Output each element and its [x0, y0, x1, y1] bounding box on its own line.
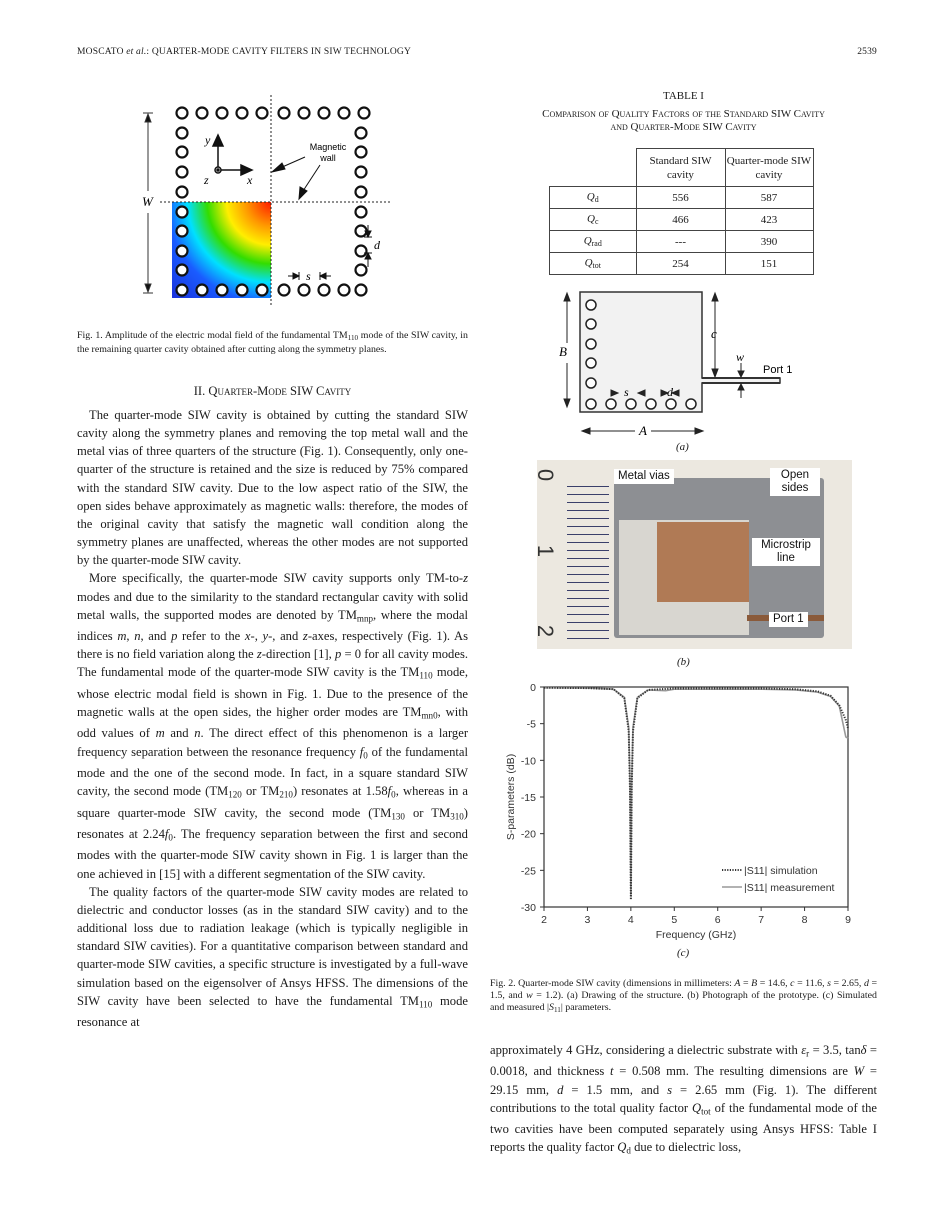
x-tick-label: 8 — [801, 914, 808, 926]
y-tick-label: -20 — [520, 828, 536, 841]
math-symbol: f — [359, 744, 364, 759]
ruler-2: 2 — [533, 624, 559, 638]
via — [237, 108, 248, 119]
subscript: 120 — [228, 789, 242, 800]
via — [666, 399, 676, 409]
math-symbol: s — [827, 978, 831, 989]
label-open-sides: Open sides — [770, 468, 820, 496]
text-run: = 3.5, tan — [809, 1043, 861, 1057]
text-run: mode, whose electric modal field is shown in Fig. 1. Due to the presence of the magnetic walls at the open sides, the higher order modes are TM — [77, 665, 468, 720]
via — [197, 285, 208, 296]
fig1-caption — [77, 330, 468, 356]
header-title: : QUARTER-MODE CAVITY FILTERS IN SIW TECHNOLOGY — [146, 47, 412, 57]
math-symbol: n — [134, 629, 141, 644]
x-tick-label: 5 — [671, 914, 678, 926]
via — [177, 226, 188, 237]
math-symbol: m — [155, 726, 165, 741]
x-tick-label: 2 — [541, 914, 547, 926]
left-column-body — [77, 406, 468, 1031]
label-c: c — [711, 326, 717, 341]
via — [586, 399, 596, 409]
via — [586, 339, 596, 349]
via — [319, 285, 330, 296]
via — [177, 265, 188, 276]
text-run: or TM — [241, 784, 280, 799]
via — [339, 108, 350, 119]
via — [217, 108, 228, 119]
text-run: = 2.65, — [830, 978, 864, 989]
math-symbol: y — [262, 629, 269, 644]
text-run: The quarter-mode SIW cavity is obtained by cutting the standard SIW cavity along the symmetry planes and removing the top metal wall and the metal vias of three quarters of the structure (Fig. 1). Consequently, only one-quarter of the structure is retained and the size is reduced by 75% compared with the standard SIW cavity. Due to the low aspect ratio of the SIW, the open sides behave approximately as magnetic walls: therefore, the modes of the original cavity that satisfy the magnetic wall condition along the symmetry planes are unaffected, whereas the other modes are not supported by the quarter-mode SIW cavity. — [77, 408, 468, 568]
label-W: W — [142, 194, 153, 209]
text-run: = 2.65 mm (Fig. 1). The different contributions to the total quality factor — [490, 1082, 878, 1115]
text-run: -direction [1], — [261, 647, 335, 662]
via — [177, 187, 188, 198]
text-run: and — [164, 726, 195, 741]
table-caption — [490, 108, 877, 134]
table-row: $Q_{tot}$ 254 151 — [550, 253, 814, 275]
header-etal: et al. — [126, 47, 147, 57]
via — [177, 167, 188, 178]
via — [177, 246, 188, 257]
math-symbol: S — [549, 1002, 554, 1014]
label-x: x — [247, 173, 253, 187]
text-run: -axes, respectively (Fig. 1). As there is no field variation along the — [77, 629, 468, 662]
text-run: = — [740, 978, 752, 989]
subscript: 210 — [279, 789, 293, 800]
via — [177, 147, 188, 158]
x-tick-label: 4 — [627, 914, 634, 926]
x-tick-label: 7 — [758, 914, 765, 926]
math-symbol: Q — [692, 1100, 702, 1115]
subscript: tot — [701, 1106, 711, 1116]
subscript: r — [806, 1048, 810, 1059]
math-symbol: ε — [801, 1043, 807, 1057]
y-tick-label: -30 — [520, 902, 536, 914]
text-run: = 1.2). (a) Drawing of the structure. (b) Photograph of the prototype. (c) Simulated and measured | — [490, 990, 877, 1014]
magnetic-wall-arrows — [272, 157, 320, 199]
y-axis-label: S-parameters (dB) — [505, 753, 517, 841]
table-caption-line1: Comparison of Quality Factors of the Standard SIW Cavity — [542, 108, 825, 120]
text-run: refer to the — [177, 629, 245, 644]
header-authors: MOSCATO — [77, 47, 127, 57]
via — [177, 108, 188, 119]
axes-icon — [213, 135, 252, 175]
label-metal-vias: Metal vias — [614, 469, 674, 484]
text-run: = 29.15 mm, — [490, 1064, 877, 1097]
x-axis-label: Frequency (GHz) — [655, 929, 737, 941]
text-run: | parameters. — [560, 1002, 612, 1014]
text-run: or TM — [404, 805, 451, 820]
text-run: mode of the SIW cavity, in the remaining quarter cavity obtained after cutting along the symmetry planes. — [77, 330, 468, 355]
via — [177, 207, 188, 218]
math-symbol: z — [302, 629, 308, 644]
via — [606, 399, 616, 409]
fig2a-drawing — [555, 288, 815, 438]
math-symbol: c — [790, 978, 795, 989]
y-tick-label: -25 — [520, 865, 536, 878]
right-column-body — [490, 1041, 877, 1160]
math-symbol: d — [863, 978, 869, 989]
text-run: . The direct effect of this phenomenon is a larger frequency separation between the resonance frequency — [77, 726, 469, 759]
via — [356, 128, 367, 139]
subscript: 130 — [391, 810, 405, 821]
text-run: = 0 for all cavity modes. The fundamental mode of the quarter-mode SIW cavity is the TM — [77, 647, 468, 680]
text-run: , — [126, 629, 135, 644]
fig2-caption — [490, 978, 877, 1016]
via — [257, 108, 268, 119]
via — [356, 265, 367, 276]
text-run: . The frequency separation between the first and second modes with the quarter-mode SIW cavity shown in Fig. 1 is larger than the one achieved in [15] with a different segmentation of the SIW cavity. — [77, 827, 468, 881]
x-tick-label: 9 — [845, 914, 851, 926]
ruler-ticks — [567, 480, 609, 640]
quality-factor-table — [549, 148, 814, 275]
via — [646, 399, 656, 409]
subscript: 0 — [168, 832, 173, 843]
via — [299, 108, 310, 119]
text-run: = 0.0018, and thickness — [490, 1043, 877, 1079]
paragraph — [77, 883, 468, 1032]
via — [356, 207, 367, 218]
label-A: A — [639, 423, 647, 438]
subfig-c-label: (c) — [677, 947, 690, 959]
section-title: Quarter-Mode SIW Cavity — [208, 384, 352, 398]
math-symbol: t — [610, 1064, 614, 1079]
label-port1: Port 1 — [763, 364, 793, 376]
table-row: $Q_d$ 556 587 — [550, 187, 814, 209]
math-symbol: f — [164, 827, 169, 842]
fig2b-photo — [533, 460, 852, 649]
via — [237, 285, 248, 296]
label-w: w — [736, 350, 745, 364]
subfig-b-label: (b) — [677, 656, 690, 668]
via — [279, 108, 290, 119]
via — [686, 399, 696, 409]
label-microstrip-line: Microstrip line — [752, 538, 820, 566]
paragraph — [77, 406, 468, 569]
label-magnetic-wall-2: wall — [320, 153, 336, 163]
text-run: -, and — [268, 629, 303, 644]
text-run: of the fundamental mode and the one of the second mode. In fact, in a square standard SIW cavity, the second mode (TM — [77, 744, 468, 799]
substrate — [657, 522, 749, 602]
math-symbol: p — [334, 647, 342, 662]
math-symbol: f — [387, 784, 392, 799]
text-run: ) resonates at 1.58 — [292, 784, 388, 799]
math-symbol: x — [244, 629, 251, 644]
via — [586, 378, 596, 388]
label-y: y — [205, 133, 211, 147]
y-tick-label: -10 — [520, 755, 536, 768]
via — [356, 285, 367, 296]
label-s: s — [306, 269, 311, 283]
y-tick-label: -15 — [520, 792, 536, 804]
label-d: d — [667, 385, 673, 399]
subscript: mn0 — [421, 710, 438, 721]
label-B: B — [559, 344, 567, 359]
subscript: 0 — [363, 749, 368, 760]
section-heading — [77, 384, 468, 399]
table-title: TABLE I — [663, 90, 704, 102]
paragraph — [490, 1041, 877, 1160]
math-symbol: d — [557, 1082, 564, 1097]
ruler-0: 0 — [533, 468, 559, 482]
math-symbol: s — [667, 1082, 673, 1097]
table-caption-line2: and Quarter-Mode SIW Cavity — [610, 121, 757, 133]
via — [586, 319, 596, 329]
text-run: ) resonates at 2.24 — [77, 805, 468, 842]
table-row: $Q_{rad}$ --- 390 — [550, 231, 814, 253]
subfig-a-label: (a) — [676, 441, 689, 453]
table-row: $Q_c$ 466 423 — [550, 209, 814, 231]
fig1-diagram — [140, 95, 390, 307]
text-run: More specifically, the quarter-mode SIW cavity supports only TM-to- — [89, 571, 464, 586]
subscript: 0 — [391, 789, 396, 800]
col-header: Standard SIW cavity — [636, 149, 725, 187]
y-tick-label: 0 — [530, 682, 536, 694]
text-run: = 14.6, — [757, 978, 791, 989]
via — [356, 167, 367, 178]
page-number: 2539 — [857, 47, 877, 57]
via — [359, 108, 370, 119]
text-run: , and — [140, 629, 172, 644]
subscript: 310 — [450, 810, 464, 821]
text-run: of the fundamental mode of the two cavities have been computed separately using Ansys HFSS: Table I reports the quality factor — [490, 1100, 877, 1155]
legend-label: |S11| simulation — [744, 865, 818, 877]
text-run: The quality factors of the quarter-mode SIW cavity modes are related to dielectric and conductor losses (as in the standard SIW cavity) and to the additional loss due to radiation leakage (which is typically negligible in standard SIW cavities). For a quantitative comparison between standard and quarter-mode SIW cavities, a specific structure is investigated by a full-wave simulation based on the eigensolver of Ansys HFSS. The dimensions of the SIW cavity have been selected to have the fundamental TM — [77, 884, 468, 1008]
via — [319, 108, 330, 119]
math-symbol: Q — [617, 1140, 627, 1155]
math-symbol: n — [194, 726, 201, 741]
label-s: s — [624, 385, 629, 399]
via — [626, 399, 636, 409]
via — [197, 108, 208, 119]
x-tick-label: 3 — [584, 914, 591, 926]
via — [586, 358, 596, 368]
via — [217, 285, 228, 296]
text-run: , whereas in a square quarter-mode SIW cavity, the second mode (TM — [77, 784, 469, 820]
math-symbol: m — [117, 629, 127, 644]
text-run: = 1.5, and — [490, 978, 878, 1002]
via — [257, 285, 268, 296]
math-symbol: B — [751, 978, 758, 989]
text-run: = 11.6, — [794, 978, 828, 989]
text-run: Fig. 1. Amplitude of the electric modal field of the fundamental TM — [77, 330, 348, 341]
via — [586, 300, 596, 310]
via — [356, 187, 367, 198]
via — [356, 147, 367, 158]
text-run: -, — [250, 629, 263, 644]
col-header: Quarter-mode SIW cavity — [725, 149, 813, 187]
via — [356, 246, 367, 257]
label-magnetic-wall: Magnetic — [309, 142, 347, 152]
paragraph — [77, 569, 468, 882]
subscript: mnp — [356, 612, 374, 623]
math-symbol: δ — [860, 1043, 867, 1057]
math-symbol: w — [526, 990, 533, 1002]
subscript: 110 — [419, 670, 433, 681]
subscript: 11 — [553, 1006, 561, 1015]
via — [279, 285, 290, 296]
text-run: = 1.5 mm, and — [563, 1082, 668, 1097]
math-symbol: z — [463, 571, 468, 586]
running-header — [77, 47, 411, 57]
x-tick-label: 6 — [714, 914, 721, 926]
text-run: approximately 4 GHz, considering a dielectric substrate with — [490, 1043, 802, 1057]
math-symbol: z — [256, 647, 262, 662]
text-run: mode resonance at — [77, 993, 468, 1030]
s11-chart — [500, 675, 870, 945]
math-symbol: A — [734, 978, 741, 989]
legend-label: |S11| measurement — [744, 882, 835, 894]
text-run: modes and due to the similarity to the standard rectangular cavity with solid metal walls, the supported modes are denoted by TM — [77, 589, 468, 622]
label-z: z — [204, 173, 209, 187]
label-port1: Port 1 — [769, 612, 808, 627]
label-d: d — [374, 238, 380, 252]
text-run: due to dielectric loss, — [630, 1140, 742, 1155]
ruler-1: 1 — [533, 544, 559, 558]
text-run: , where the modal indices — [77, 607, 468, 644]
subscript: d — [626, 1145, 631, 1156]
text-run: , with odd values of — [77, 705, 469, 741]
math-symbol: W — [853, 1064, 865, 1079]
via — [299, 285, 310, 296]
subscript: 110 — [347, 333, 359, 342]
via — [177, 128, 188, 139]
y-tick-label: -5 — [526, 718, 536, 731]
via — [177, 285, 188, 296]
subscript: 110 — [418, 998, 433, 1009]
text-run: Fig. 2. Quarter-mode SIW cavity (dimensions in millimeters: — [490, 978, 735, 989]
section-number: II. — [193, 384, 209, 398]
text-run: = 0.508 mm. The resulting dimensions are — [613, 1064, 854, 1079]
via — [339, 285, 350, 296]
math-symbol: p — [171, 629, 178, 644]
